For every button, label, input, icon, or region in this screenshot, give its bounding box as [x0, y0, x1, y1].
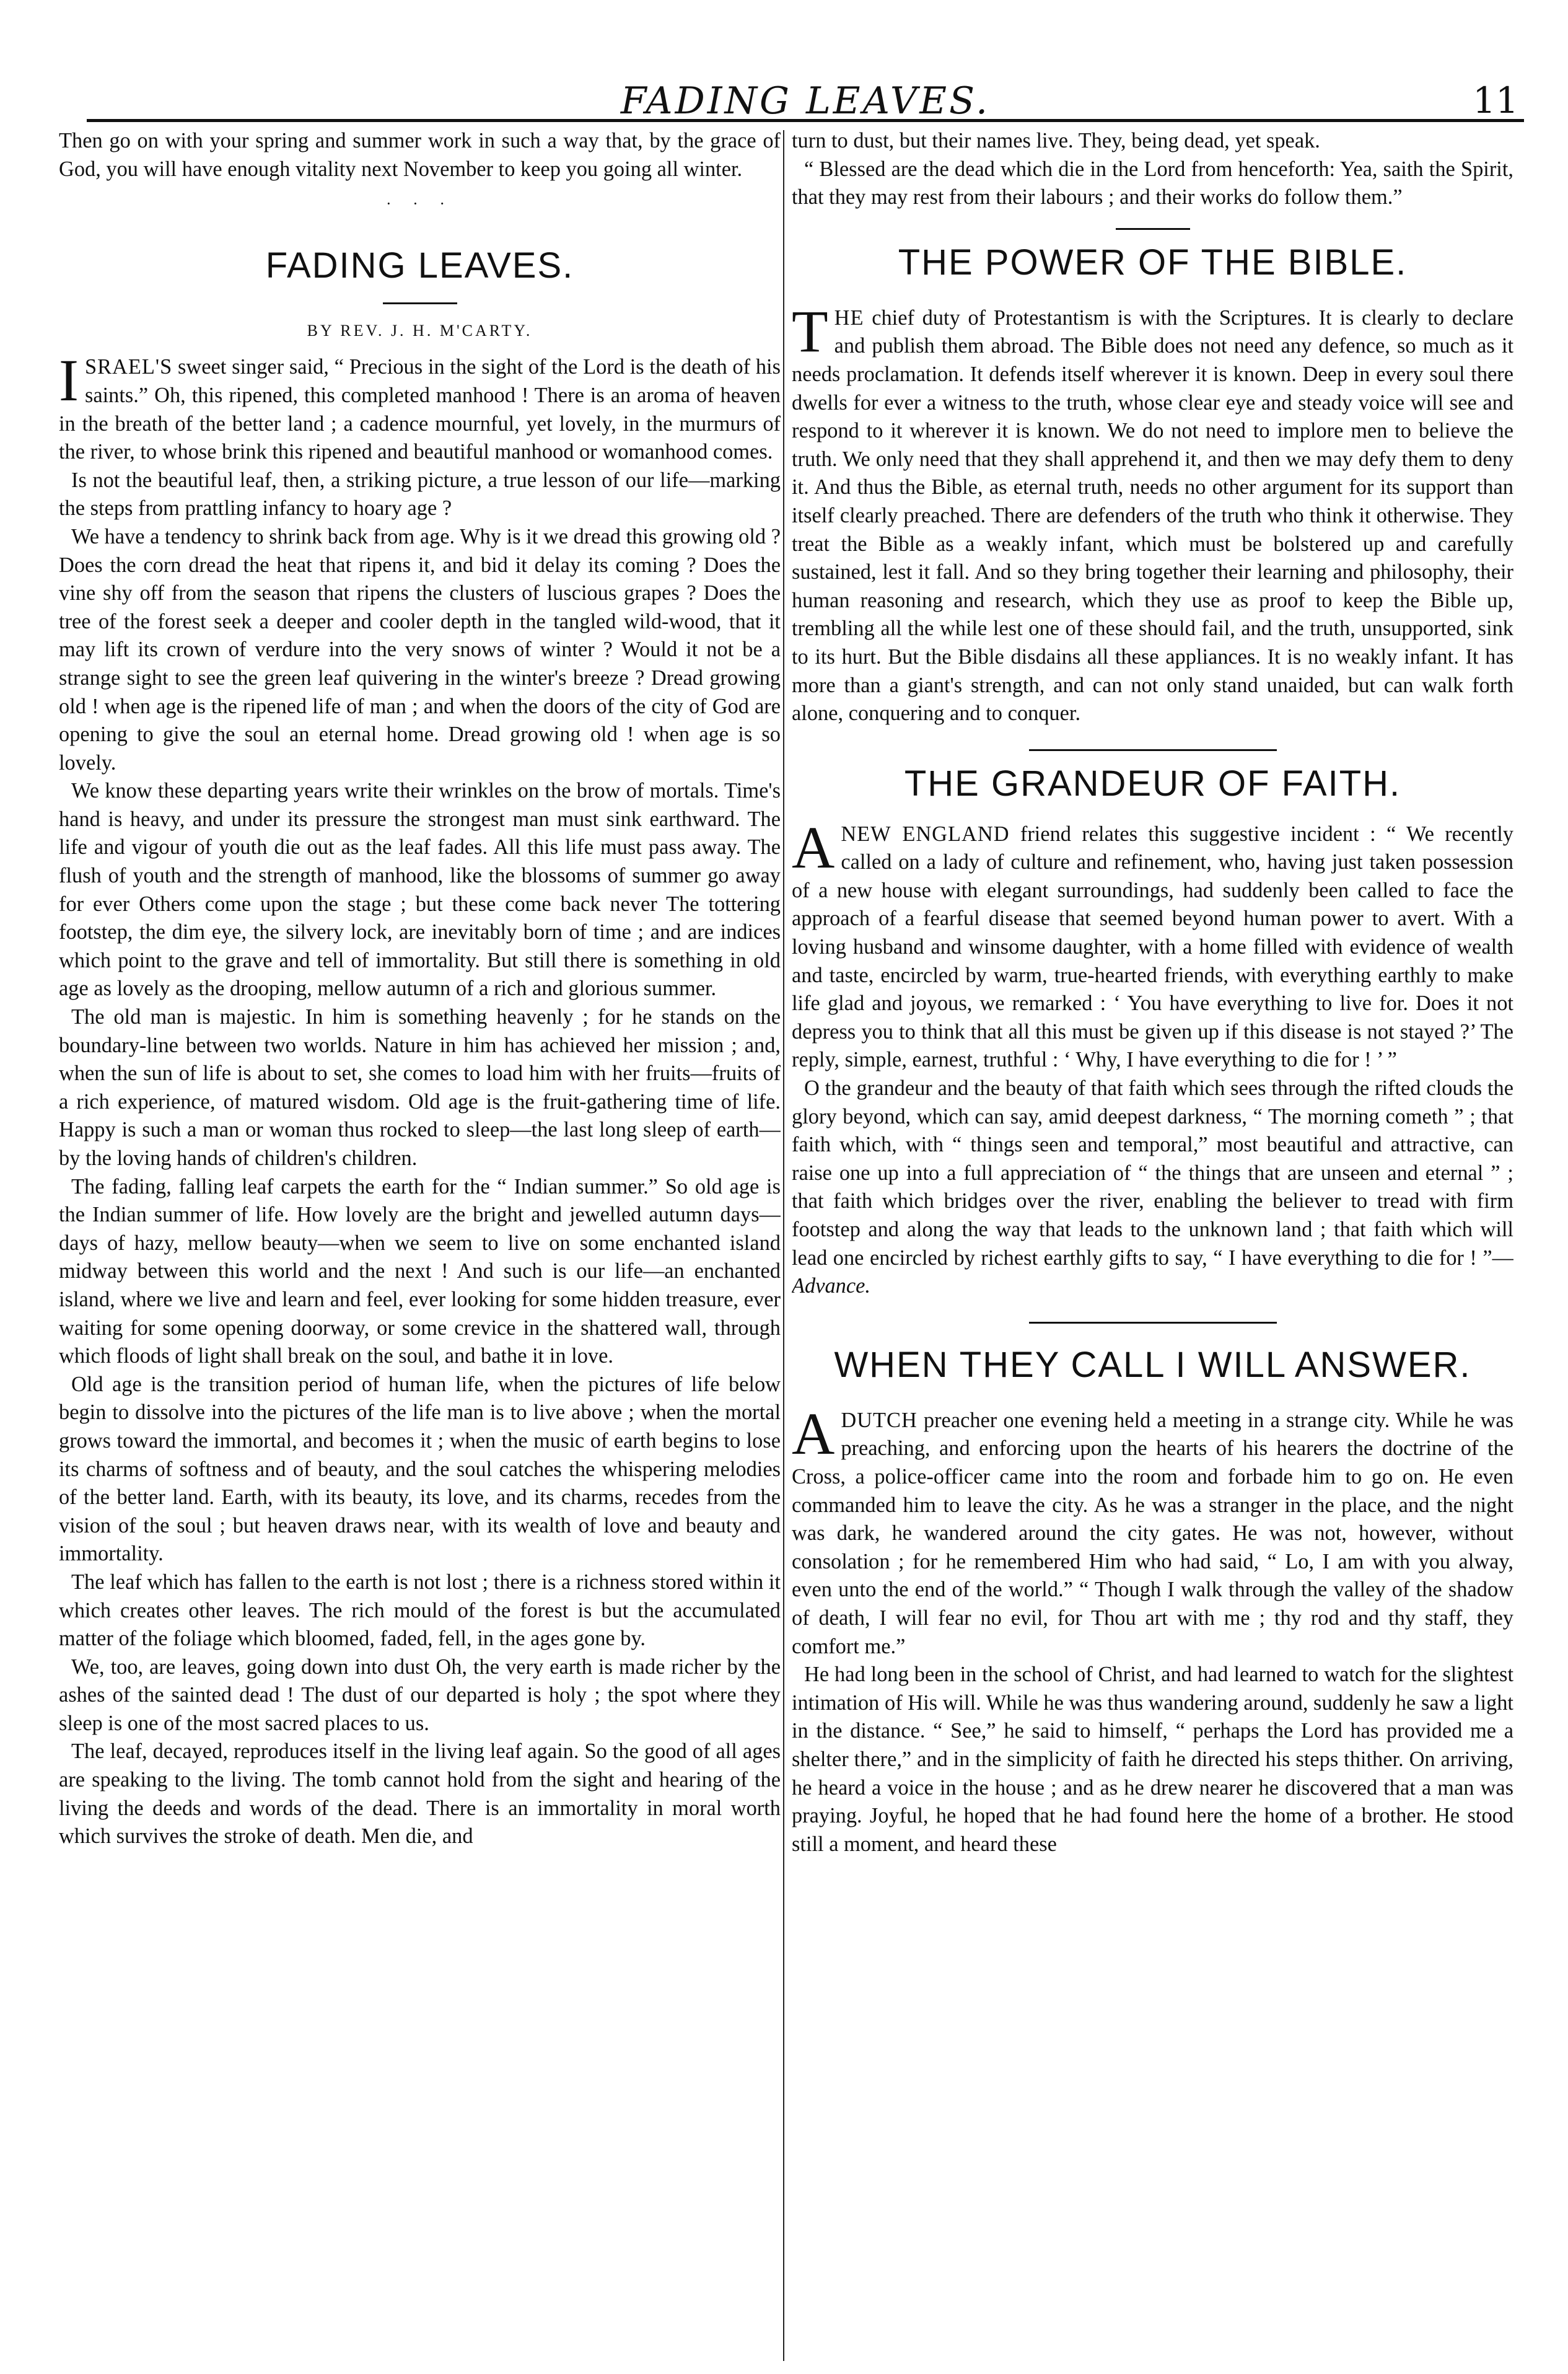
article-paragraph: He had long been in the school of Christ, and had learned to watch for the slightest intimation of His will. While he was thus wandering around, suddenly he saw a light in the distance. “ See,” he said to himself, “ perhaps the Lord has provided me a shelter there,” and in the simplicity of faith he directed his steps thither. On arriving, he heard a voice in the house ; and as he drew nearer he discovered that a man was praying. Joyful, he hoped that he had found here the home of a brother. He stood still a moment, and heard these: [792, 1663, 1513, 1856]
intro-paragraph: Then go on with your spring and summer work in such a way that, by the grace of God, you will have enough vitality next November to keep you going all winter.: [59, 129, 781, 181]
article-paragraph: The leaf which has fallen to the earth is not lost ; there is a richness stored within it which creates other leaves. The rich mould of the forest is but the accumulated matter of the foliage which bloomed, faded, fell, in the ages gone by.: [59, 1570, 781, 1651]
paragraph-text: friend relates this suggestive incident : “ We recently called on a lady of culture and refinement, who, having just taken possession of a new house with elegant surroundings, had suddenly been called to face the approach of a fearful disease that seemed beyond human power to avert. With a loving husband and winsome daughter, with a home filled with evidence of wealth and taste, encircled by warm, true-hearted friends, with everything earthly to make life glad and joyous, we remarked : ‘ You have everything to live for. Does it not depress you to think that all this must be given up if this disease is not stayed ?’ The reply, simple, earnest, truthful : ‘ Why, I have everything to die for ! ’ ”: [792, 822, 1513, 1072]
drop-cap: I: [59, 347, 79, 414]
right-column: [792, 127, 1513, 2364]
paragraph-text: chief duty of Protestantism is with the Scriptures. It is clearly to declare and publish them abroad. The Bible does not need any defence, so much as it needs proclamation. It defends itself wherever it is known. Deep in every soul there dwells for ever a witness to the truth, whose clear eye and steady voice will see and respond to it wherever it is known. We do not need to implore men to believe the truth. We only need that they shall apprehend it, and then we may defy them to deny it. And thus the Bible, as eternal truth, needs no other argument for its support than itself clearly preached. There are defenders of the truth who think it otherwise. They treat the Bible as a weakly infant, which must be bolstered up and carefully sustained, lest it fall. And so they bring together their learning and philosophy, their human reasoning and research, which they use as proof to keep the Bible up, trembling all the while lest one of these should fail, and the truth, unsupported, sink to its hurt. But the Bible disdains all these appliances. It is no weakly infant. It has more than a giant's strength, and can not only stand unaided, but can walk forth alone, conquering and to conquer.: [792, 306, 1513, 726]
article-title-power-of-bible: THE POWER OF THE BIBLE.: [898, 242, 1408, 283]
article-paragraph: [792, 1075, 1513, 1301]
lead-word: DUTCH: [841, 1408, 918, 1432]
lead-word: HE: [834, 306, 864, 330]
drop-cap: A: [792, 1400, 835, 1467]
scripture-quote: “ Blessed are the dead which die in the Lord from henceforth: Yea, saith the Spirit, that they may rest from their labours ; and their works do follow them.”: [792, 157, 1513, 209]
title-rule: [383, 302, 457, 304]
article-paragraph: We, too, are leaves, going down into dust Oh, the very earth is made richer by the ashes of the sainted dead ! The dust of our departed is holy ; the spot where they sleep is one of the most sacred places to us.: [59, 1655, 781, 1735]
page-number: 11: [1473, 79, 1518, 121]
article-paragraph: We know these departing years write their wrinkles on the brow of mortals. Time's hand is heavy, and under its pressure the strongest man must sink earthward. The life and vigour of youth die out as the leaf fades. All this life must pass away. The flush of youth and the strength of manhood, like the blossoms of summer go away for ever Others come upon the stage ; but these come back never The tottering footstep, the dim eye, the silvery lock, are inevitably born of time ; and are indices which point to the grave and tell of immortality. But still there is something in old age as lovely as the drooping, mellow autumn of a rich and glorious summer.: [59, 779, 781, 1001]
article-first-paragraph: [792, 297, 1513, 728]
section-rule: [1116, 228, 1190, 230]
running-title: FADING LEAVES.: [620, 79, 991, 123]
article-paragraph: The leaf, decayed, reproduces itself in the living leaf again. So the good of all ages are speaking to the living. The tomb cannot hold from the sight and hearing of the living the deeds and words of the dead. There is an immortality in moral worth which survives the stroke of death. Men die, and: [59, 1739, 781, 1849]
article-paragraph: The old man is majestic. In him is something heavenly ; for he stands on the boundary-line between two worlds. Nature in him has achieved her mission ; and, when the sun of life is about to set, she comes to load him with her fruits—fruits of a rich experience, of matured wisdom. Old age is the fruit-gathering time of life. Happy is such a man or woman thus rocked to sleep—the last long sleep of earth—by the loving hands of children's children.: [59, 1005, 781, 1170]
article-paragraph: Is not the beautiful leaf, then, a striking picture, a true lesson of our life—marking the steps from prattling infancy to hoary age ?: [59, 468, 781, 521]
article-paragraph: The fading, falling leaf carpets the earth for the “ Indian summer.” So old age is the Indian summer of life. How lovely are the bright and jewelled autumn days—days of hazy, mellow beauty—when we seem to live on some enchanted island midway between this world and the next ! And such is our life—an enchanted island, where we live and learn and feel, ever looking for some hidden treasure, ever waiting for some opening doorway, or some crevice in the shattered wall, through which floods of light shall break on the soul, and bathe it in love.: [59, 1174, 781, 1368]
drop-cap: A: [792, 814, 835, 881]
paragraph-text: sweet singer said, “ Precious in the sight of the Lord is the death of his saints.” Oh, this ripened, this completed manhood ! There is an aroma of heaven in the breath of the better land ; a cadence mournful, yet lovely, in the murmurs of the river, to whose brink this ripened and beautiful manhood or womanhood comes.: [59, 355, 781, 464]
left-column: [59, 127, 781, 2364]
article-byline: BY REV. J. H. M'CARTY.: [307, 321, 533, 340]
paragraph-text: preacher one evening held a meeting in a strange city. While he was preaching, and enforcing upon the hearts of his hearers the doctrine of the Cross, a police-officer came into the room and forbade him to go on. He even commanded him to leave the city. As he was a stranger in the place, and the night was dark, he wandered around the city gates. He was not, however, without consolation ; for he remembered Him who had said, “ Lo, I am with you alway, even unto the end of the world.” “ Though I walk through the valley of the shadow of death, I will fear no evil, for Thou art with me ; thy rod and thy staff, they comfort me.”: [792, 1408, 1513, 1658]
article-paragraph: We have a tendency to shrink back from age. Why is it we dread this growing old ? Does the corn dread the heat that ripens it, and bid it delay its coming ? Does the vine shy off from the season that ripens the clusters of luscious grapes ? Does the tree of the forest seek a deeper and cooler depth in the tangled wild-wood, that it may lift its crown of verdure into the very snows of winter ? Would it not be a strange sight to see the green leaf quivering in the winter's breeze ? Dread growing old ! when age is the ripened life of man ; and when the doors of the city of God are opening to give the soul an eternal home. Dread growing old ! when age is so lovely.: [59, 524, 781, 775]
header-rule: [87, 119, 1524, 122]
column-divider: [783, 130, 784, 2361]
article-first-paragraph: [792, 814, 1513, 1075]
article-title-grandeur-of-faith: THE GRANDEUR OF FAITH.: [904, 763, 1401, 804]
ornament-separator: · · ·: [386, 195, 453, 213]
section-rule: [1029, 749, 1277, 751]
article-body: [59, 467, 781, 1851]
article-title-when-they-call: WHEN THEY CALL I WILL ANSWER.: [834, 1344, 1471, 1385]
article-first-paragraph: [59, 347, 781, 466]
article-paragraph: Old age is the transition period of human life, when the pictures of life below begin to dissolve into the pictures of the life man is to live above ; when the mortal grows toward the immortal, and becomes it ; when the music of earth begins to lose its charms of softness and of beauty, and the soul catches the whispering melodies of the better land. Earth, with its beauty, its love, and its charms, recedes from the vision of the soul ; but heaven draws near, with its wealth of love and beauty and immortality.: [59, 1372, 781, 1566]
continuation-paragraph: turn to dust, but their names live. They, being dead, yet speak.: [792, 129, 1320, 152]
lead-word: SRAEL'S: [84, 355, 173, 379]
article-title-fading-leaves: FADING LEAVES.: [265, 245, 574, 286]
section-rule: [1029, 1322, 1277, 1324]
source-credit: Advance.: [792, 1274, 870, 1298]
paragraph-text: O the grandeur and the beauty of that faith which sees through the rifted clouds the glory beyond, which can say, amid deepest darkness, “ The morning cometh ” ; that faith which, with “ things seen and temporal,” most beautiful and attractive, can raise one up into a full appreciation of “ the things that are unseen and eternal ” ; that faith which bridges over the river, enabling the believer to tread with firm footstep and along the way that leads to the unknown land ; that faith which will lead one encircled by richest earthly gifts to say, “ I have everything to die for ! ”—: [792, 1076, 1513, 1270]
lead-word: NEW ENGLAND: [841, 822, 1010, 846]
drop-cap: T: [792, 297, 828, 364]
article-first-paragraph: [792, 1400, 1513, 1661]
